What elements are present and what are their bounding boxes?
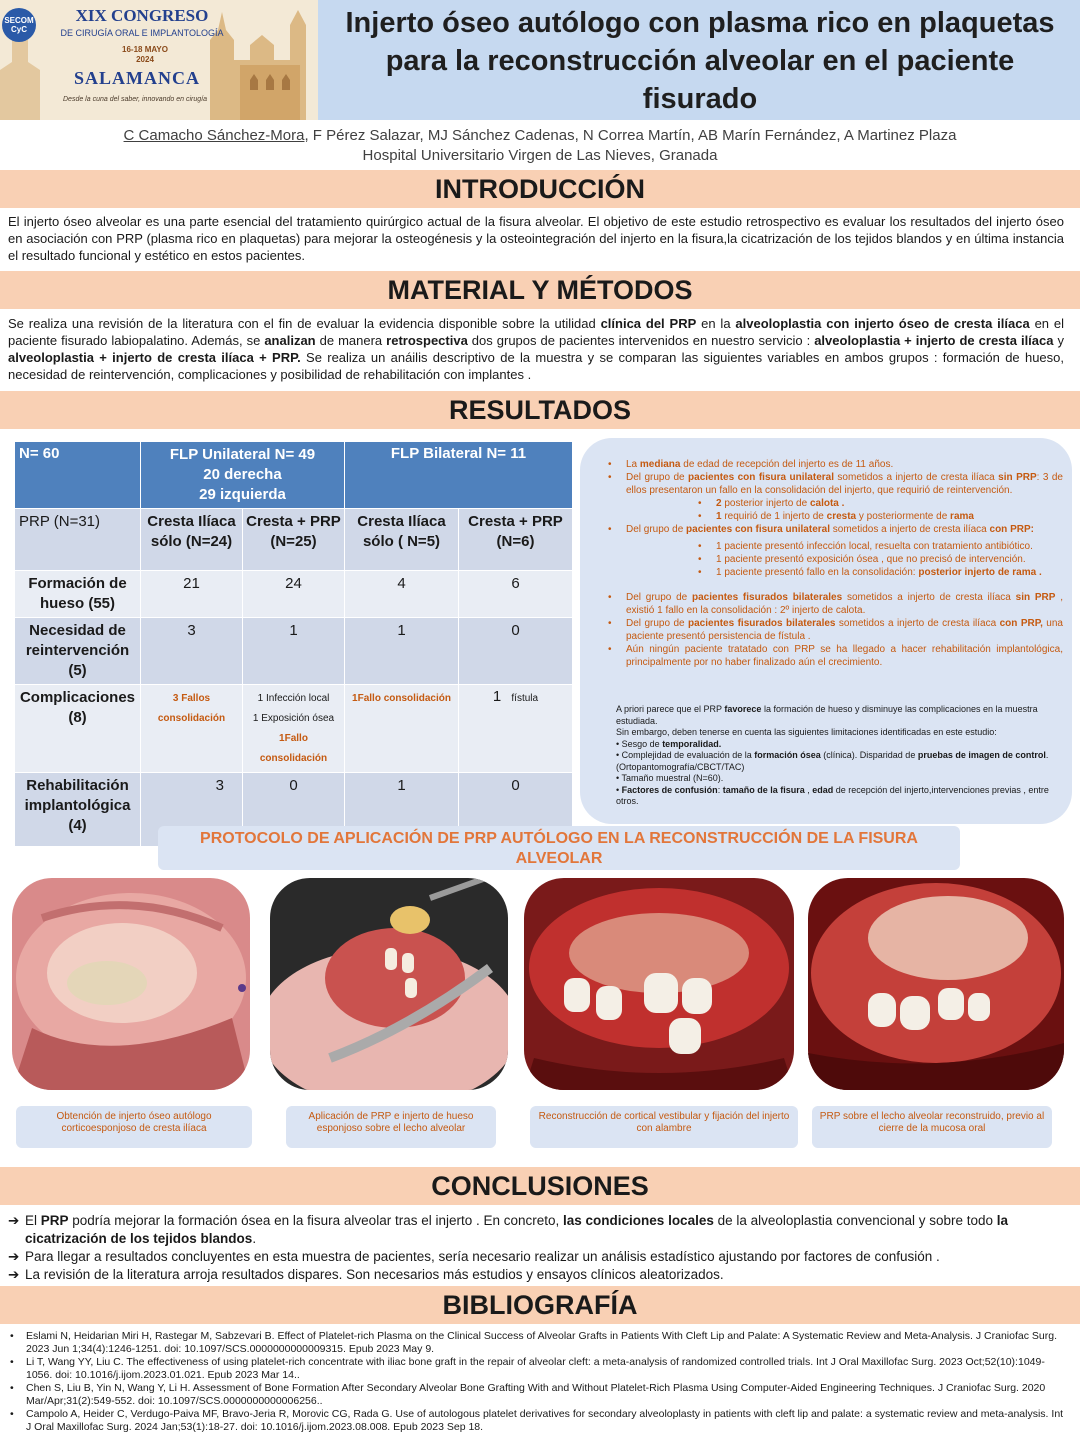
arrow-right-icon: ➔ — [8, 1267, 20, 1282]
arrow-right-icon: ➔ — [8, 1249, 20, 1264]
table-cell — [459, 685, 573, 773]
list-item: • 1 paciente presentó infección local, resuelta con tratamiento antibiótico. — [698, 541, 1033, 552]
fistula-label: fístula — [511, 693, 539, 704]
table-cell: 6 — [459, 571, 573, 618]
complication-infection: 1 Infección local — [257, 693, 330, 704]
section-bibliography-title: BIBLIOGRAFÍA — [0, 1286, 1080, 1324]
results-bullet-list — [598, 458, 1063, 669]
surgery-photo-2 — [270, 878, 508, 1090]
poster-header — [0, 0, 1080, 120]
methods-text: Se realiza una revisión de la literatura con el fin de evaluar la evidencia disponible sobre la utilidad clínica del PRP en la alveoloplastia con injerto óseo de cresta ilíaca en el paciente fisurado labiopalatino. Además, se analizan de manera retrospectiva dos grupos de pacientes intervenidos en nuestro servicio : alveoloplastia + injerto de cresta ilíaca y alveoloplastia + injerto de cresta ilíaca + PRP. Se realiza un anáilis descriptivo de la muestra y se comparan las siguientes variables en ambos grupos : formación de hueso, necesidad de reintervención, complicaciones y posibilidad de rehabilitación con implantes . — [8, 316, 1065, 382]
surgery-photo-3 — [524, 878, 794, 1090]
note-line: • Complejidad de evaluación de la formación ósea (clínica). Disparidad de pruebas de imagen de control.(Ortopantomografía/CBCT/TAC) — [616, 750, 1049, 772]
list-item: • 1 requirió de 1 injerto de cresta y posteriormente de rama — [698, 511, 974, 522]
results-summary-bubble — [580, 438, 1072, 824]
author-list — [0, 126, 1080, 146]
co-authors: , F Pérez Salazar, MJ Sánchez Cadenas, N Correa Martín, AB Marín Fernández, A Martinez Plaza — [304, 127, 957, 144]
table-header-cell: N= 60 — [15, 442, 141, 509]
table-subheader-cell: Cresta Ilíaca sólo ( N=5) — [345, 509, 459, 571]
table-subheader-cell: Cresta + PRP (N=6) — [459, 509, 573, 571]
lead-author: C Camacho Sánchez-Mora — [123, 127, 305, 144]
table-cell: 1 — [345, 773, 459, 847]
list-item: • Del grupo de pacientes fisurados bilaterales sometidos a injerto de cresta ilíaca con PRP, una paciente presentó persistencia de fístula . — [608, 618, 1063, 642]
list-item: • Chen S, Liu B, Yin N, Wang Y, Li H. Assessment of Bone Formation After Secondary Alveolar Bone Grafting With and Without Platelet-Rich Plasma Using Computer-Aided Engineering Techniques. J Craniofac Surg. 2020 Mar/Apr;31(2):549-552. doi: 10.1097/SCS.0000000000006256.. — [10, 1382, 1046, 1407]
table-cell: 0 — [459, 618, 573, 685]
list-item: • 1 paciente presentó exposición ósea , que no precisó de intervención. — [698, 554, 1026, 565]
list-item: • Li T, Wang YY, Liu C. The effectiveness of using platelet-rich concentrate with iliac bone graft in the repair of alveolar cleft: a meta-analysis of randomized controlled trials. Int J Oral Maxillofac Surg. 2023 Oct;52(10):1049-1056. doi: 10.1016/j.ijom.2023.01.021. Epub 2023 Mar 14.. — [10, 1356, 1045, 1381]
photo-caption-1: Obtención de injerto óseo autólogo corticoesponjoso de cresta ilíaca — [16, 1106, 252, 1148]
list-item: ➔ Para llegar a resultados concluyentes en esta muestra de pacientes, sería necesario realizar un análisis estadístico ajustando por factores de confusión . — [8, 1249, 940, 1264]
note-line: • Factores de confusión: tamaño de la fisura , edad de recepción del injerto,intervenciones previas , entre otros. — [616, 784, 1049, 806]
list-item: • Campolo A, Heider C, Verdugo-Paiva MF, Bravo-Jeria R, Morovic CG, Rada G. Use of autologous platelet derivatives for secondary alveoloplasty in patients with cleft lip and palate: a systematic review and meta-analysis. Int J Oral Maxillofac Surg. 2024 Jan;53(1):18-27. doi: 10.1016/j.ijom.2023.08.008. Epub 2023 Sep 18. — [10, 1408, 1064, 1433]
secom-badge: SECOM CyC — [2, 8, 36, 42]
table-row — [15, 685, 573, 773]
conclusions-list — [8, 1212, 1068, 1284]
list-item: • 1 paciente presentó fallo en la consolidación: posterior injerto de rama . — [698, 567, 1042, 578]
table-row — [15, 618, 573, 685]
section-methods-title: MATERIAL Y MÉTODOS — [0, 271, 1080, 309]
cortical-reconstruction-icon — [524, 878, 794, 1090]
table-cell: 21 — [141, 571, 243, 618]
table-subheader-cell: PRP (N=31) — [15, 509, 141, 571]
intro-text: El injerto óseo alveolar es una parte esencial del tratamiento quirúrgico actual de la fisura alveolar. El objetivo de este estudio retrospectivo es evaluar los resultados del injerto óseo en asociación con PRP (plasma rico en plaquetas) para mejorar la osteogénesis y la osteointegración del injerto en la fisura,la cicatrización de los tejidos blandos y en última instancia el resultado funcional y estético en estos pacientes. — [8, 214, 1064, 263]
note-line: Sin embargo, deben tenerse en cuenta las siguientes limitaciones identificadas en este estudio: — [616, 727, 997, 737]
section-conclusions-title: CONCLUSIONES — [0, 1167, 1080, 1205]
congress-subtitle: DE CIRUGÍA ORAL E IMPLANTOLOGÍA — [60, 28, 224, 38]
fistula-count: 1 — [492, 688, 502, 705]
table-cell: 1 — [243, 618, 345, 685]
table-cell: 24 — [243, 571, 345, 618]
table-row-label: Necesidad de reintervención (5) — [15, 618, 141, 685]
table-row — [15, 571, 573, 618]
table-cell: 0 — [459, 773, 573, 847]
table-cell: 1Fallo consolidación — [345, 685, 459, 773]
list-item: ➔ El PRP podría mejorar la formación ósea en la fisura alveolar tras el injerto . En concreto, las condiciones locales de la alveoloplastia convencional y sobre todo la cicatrización de los tejidos blandos. — [8, 1213, 1009, 1246]
congress-dates-year: 2024 — [136, 55, 154, 64]
note-line: A priori parece que el PRP favorece la formación de hueso y disminuye las complicaciones en la muestra estudiada. — [616, 704, 1038, 726]
table-cell: 3 — [141, 618, 243, 685]
limitations-note — [616, 704, 1056, 808]
congress-title: XIX CONGRESO — [75, 6, 209, 25]
arrow-right-icon: ➔ — [8, 1213, 20, 1228]
surgery-photo-1 — [12, 878, 250, 1090]
list-item: • Del grupo de pacientes fisurados bilaterales sometidos a injerto de cresta ilíaca sin PRP , existió 1 fallo en la consolidación : 2º injerto de calota. — [608, 592, 1063, 616]
affiliation: Hospital Universitario Virgen de Las Nieves, Granada — [362, 147, 718, 164]
congress-motto: Desde la cuna del saber, innovando en cirugía — [63, 96, 207, 103]
table-header-row — [15, 442, 573, 509]
table-row-label: Rehabilitación implantológica (4) — [15, 773, 141, 847]
results-table — [14, 441, 573, 847]
table-cell — [243, 685, 345, 773]
complication-failure: 1Fallo consolidación — [259, 733, 328, 764]
complication-exposure: 1 Exposición ósea — [252, 713, 335, 724]
authors-block — [0, 126, 1080, 166]
photo-caption-2: Aplicación de PRP e injerto de hueso esponjoso sobre el lecho alveolar — [286, 1106, 496, 1148]
surgery-photo-4 — [808, 878, 1064, 1090]
bibliography-list — [10, 1330, 1068, 1434]
prp-alveolar-bed-icon — [808, 878, 1064, 1090]
poster-title: Injerto óseo autólogo con plasma rico en plaquetas para la reconstrucción alveolar en el paciente fisurado — [345, 7, 1055, 115]
table-cell: 3 Fallos consolidación — [141, 685, 243, 773]
congress-dates-days: 16-18 MAYO — [122, 45, 168, 54]
table-row-label: Formación de hueso (55) — [15, 571, 141, 618]
table-subheader-cell: Cresta + PRP (N=25) — [243, 509, 345, 571]
table-subheader-row — [15, 509, 573, 571]
list-item: • La mediana de edad de recepción del injerto es de 11 años. — [608, 459, 894, 470]
list-spacer — [598, 579, 1063, 591]
congress-city: SALAMANCA — [74, 68, 200, 88]
table-header-cell: FLP Unilateral N= 49 20 derecha 29 izquierda — [141, 442, 345, 509]
note-line: • Tamaño muestral (N=60). — [616, 773, 724, 783]
list-item: • 2 posterior injerto de calota . — [698, 498, 845, 509]
protocol-title: PROTOCOLO DE APLICACIÓN DE PRP AUTÓLOGO EN LA RECONSTRUCCIÓN DE LA FISURA ALVEOLAR — [158, 826, 960, 870]
table-row-label: Complicaciones (8) — [15, 685, 141, 773]
table-cell: 0 — [243, 773, 345, 847]
table-cell: 1 — [345, 618, 459, 685]
list-item: ➔ La revisión de la literatura arroja resultados dispares. Son necesarios más estudios y ensayos clínicos aleatorizados. — [8, 1267, 724, 1282]
list-item: • Del grupo de pacientes con fisura unilateral sometidos a injerto de cresta ilíaca sin PRP: 3 de ellos presentaron un fallo en la consolidación del injerto, que requirió de reintervención. — [608, 472, 1063, 496]
iliac-crest-graft-icon — [12, 878, 250, 1090]
congress-logo — [0, 0, 318, 120]
list-item: • Eslami N, Heidarian Miri H, Rastegar M, Sabzevari B. Effect of Platelet-rich Plasma on the Clinical Success of Alveolar Grafts in Patients With Cleft Lip and Palate: A Systematic Review and Meta-Analysis. J Craniofac Surg. 2023 Jun 1;34(4):1246-1251. doi: 10.1097/SCS.0000000000009315. Epub 2023 May 9. — [10, 1330, 1057, 1355]
list-item: • Del grupo de pacientes con fisura unilateral sometidos a injerto de cresta ilíaca con PRP: — [608, 524, 1034, 535]
section-results-title: RESULTADOS — [0, 391, 1080, 429]
congress-dates — [90, 45, 200, 65]
table-subheader-cell: Cresta Ilíaca sólo (N=24) — [141, 509, 243, 571]
list-item: • Aún ningún paciente tratatado con PRP se ha llegado a hacer rehabilitación implantológica, principalmente por no haber finalizado aún el crecimiento. — [608, 644, 1063, 668]
table-cell: 3 — [141, 773, 243, 847]
prp-application-icon — [270, 878, 508, 1090]
table-header-cell: FLP Bilateral N= 11 — [345, 442, 573, 509]
photo-caption-4: PRP sobre el lecho alveolar reconstruido, previo al cierre de la mucosa oral — [812, 1106, 1052, 1148]
note-line: • Sesgo de temporalidad. — [616, 738, 722, 749]
section-intro-title: INTRODUCCIÓN — [0, 170, 1080, 208]
table-cell: 4 — [345, 571, 459, 618]
photo-caption-3: Reconstrucción de cortical vestibular y fijación del injerto con alambre — [530, 1106, 798, 1148]
